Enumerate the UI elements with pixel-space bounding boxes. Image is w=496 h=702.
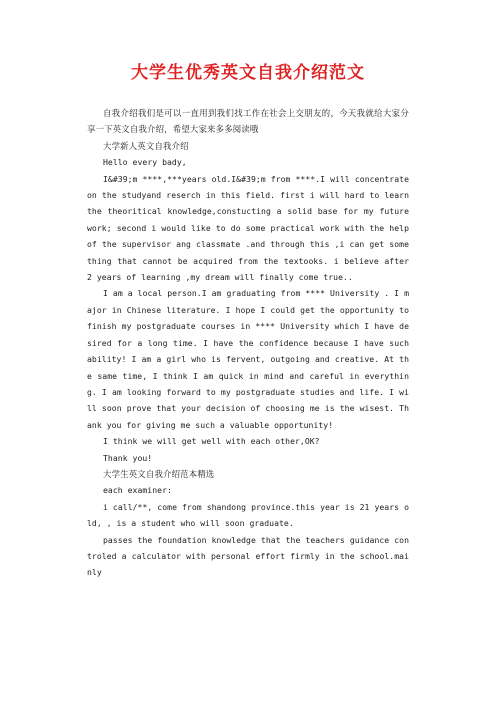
paragraph: 大学生英文自我介绍范本精选 (103, 468, 215, 479)
paragraph: 自我介绍我们是可以一直用到我们找工作在社会上交朋友的，今天我就给大家分享一下英文自我介绍，希望大家来多多阅读哦 (87, 108, 409, 135)
paragraph: Thank you! (103, 452, 153, 463)
paragraph: each examiner: (103, 485, 172, 496)
document-title: 大学生优秀英文自我介绍范文 (131, 63, 365, 83)
paragraph: 大学新人英文自我介绍 (103, 140, 189, 151)
paragraph: I think we will get well with each other,OK? (103, 436, 320, 447)
paragraph: I am a local person.I am graduating from **** University . I major in Chinese literature. I hope I could get the opportunity to finish my postgraduate courses in **** University which I have desired for a long time. I have the confidence because I have such ability! I am a girl who is fervent, outgoing and creative. At the same time, I think I am quick in mind and careful in everything. I am looking forward to my postgraduate studies and life. I will soon prove that your decision of choosing me is the wisest. Thank you for giving me such a valuable opportunity! (87, 288, 409, 430)
paragraph: i call/**, come from shandong province.this year is 21 years old, , is a student who will soon graduate. (87, 501, 409, 529)
paragraph: Hello every bady, (103, 157, 187, 168)
paragraph: I&#39;m ****,***years old.I&#39;m from ****.I will concentrate on the studyand reserch in this field. first i will hard to learn the theoritical knowledge,constucting a solid base for my future work; second i would like to do some practical work with the help of the supervisor ang classmate .and through this ,i can get something that cannot be acquired from the textooks. i believe after 2 years of learning ,my dream will finally come true.. (87, 173, 409, 283)
paragraph: passes the foundation knowledge that the teachers guidance controled a calculator with personal effort firmly in the school.mainly (87, 534, 409, 578)
document-body (87, 105, 409, 581)
